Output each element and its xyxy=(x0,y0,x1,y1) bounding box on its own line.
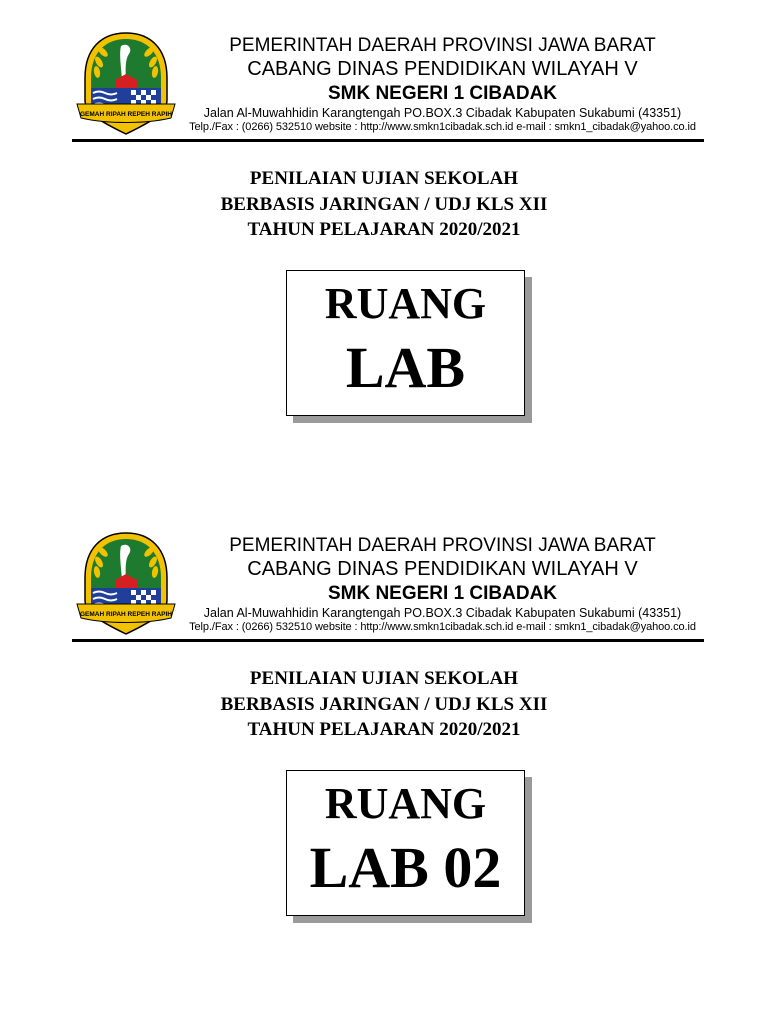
letterhead-office: CABANG DINAS PENDIDIKAN WILAYAH V xyxy=(247,558,638,580)
west-java-emblem-icon xyxy=(75,30,177,138)
exam-title-line1: PENILAIAN UJIAN SEKOLAH xyxy=(249,668,519,689)
letterhead-divider xyxy=(72,639,704,642)
letterhead-school-name: SMK NEGERI 1 CIBADAK xyxy=(327,83,558,104)
room-box xyxy=(286,270,525,416)
letterhead-address: Jalan Al-Muwahhidin Karangtengah PO.BOX.3 Cibadak Kabupaten Sukabumi (43351) xyxy=(203,606,682,620)
letterhead-government: PEMERINTAH DAERAH PROVINSI JAWA BARAT xyxy=(229,535,656,556)
exam-room-sign-2 xyxy=(0,500,768,1000)
room-label: RUANG xyxy=(324,279,487,328)
logo-motto: GEMAH RIPAH REPEH RAPIH xyxy=(80,111,172,118)
letterhead-school-name: SMK NEGERI 1 CIBADAK xyxy=(327,583,558,604)
letterhead-government: PEMERINTAH DAERAH PROVINSI JAWA BARAT xyxy=(229,35,656,56)
west-java-emblem-icon xyxy=(75,530,177,638)
exam-title-line3: TAHUN PELAJARAN 2020/2021 xyxy=(247,219,521,240)
exam-room-sign-1 xyxy=(0,0,768,500)
exam-title-line2: BERBASIS JARINGAN / UDJ KLS XII xyxy=(220,194,548,215)
exam-title-line3: TAHUN PELAJARAN 2020/2021 xyxy=(247,719,521,740)
letterhead-contact: Telp./Fax : (0266) 532510 website : http://www.smkn1cibadak.sch.id e-mail : smkn1_cibadak@yahoo.co.id xyxy=(189,621,696,633)
exam-title-line2: BERBASIS JARINGAN / UDJ KLS XII xyxy=(220,694,548,715)
letterhead-contact: Telp./Fax : (0266) 532510 website : http://www.smkn1cibadak.sch.id e-mail : smkn1_cibadak@yahoo.co.id xyxy=(189,121,696,133)
room-name: LAB 02 xyxy=(309,835,502,900)
letterhead-address: Jalan Al-Muwahhidin Karangtengah PO.BOX.3 Cibadak Kabupaten Sukabumi (43351) xyxy=(203,106,682,120)
room-name: LAB xyxy=(345,335,466,400)
room-label: RUANG xyxy=(324,779,487,828)
letterhead-divider xyxy=(72,139,704,142)
room-box xyxy=(286,770,525,916)
logo-motto: GEMAH RIPAH REPEH RAPIH xyxy=(80,611,172,618)
letterhead-office: CABANG DINAS PENDIDIKAN WILAYAH V xyxy=(247,58,638,80)
exam-title-line1: PENILAIAN UJIAN SEKOLAH xyxy=(249,168,519,189)
